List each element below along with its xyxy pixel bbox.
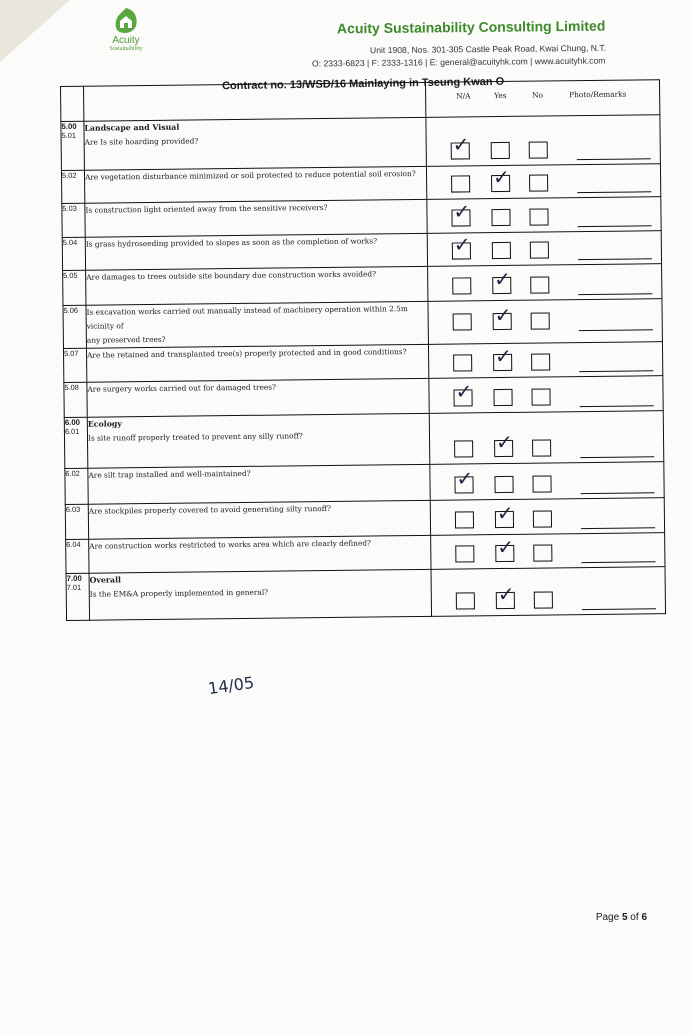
item-number: 6.04 bbox=[66, 539, 81, 549]
leaf-house-icon bbox=[111, 6, 141, 36]
item-number: 5.08 bbox=[64, 382, 79, 392]
checkbox-no[interactable] bbox=[530, 241, 549, 258]
check-mark-icon: ✓ bbox=[456, 466, 474, 491]
handwritten-date: 14/05 bbox=[206, 672, 256, 699]
question-text: Are the retained and transplanted tree(s) properly protected and in good conditions? bbox=[87, 347, 407, 360]
checklist-table bbox=[60, 79, 666, 621]
question-text: Is excavation works carried out manually instead of machinery operation within 2.5m vicinity of bbox=[86, 304, 408, 331]
remarks-line[interactable] bbox=[581, 527, 655, 529]
remarks-line[interactable] bbox=[581, 561, 655, 563]
check-mark-icon: ✓ bbox=[494, 302, 512, 328]
check-mark-icon: ✓ bbox=[492, 164, 510, 190]
question-text: Is the EM&A properly implemented in general? bbox=[89, 587, 269, 599]
checkbox-yes[interactable] bbox=[493, 389, 512, 406]
check-mark-icon: ✓ bbox=[496, 500, 514, 526]
remarks-line[interactable] bbox=[577, 191, 651, 193]
company-contact: O: 2333-6823 | F: 2333-1316 | E: general@acuityhk.com | www.acuityhk.com bbox=[311, 55, 606, 69]
question-text: Is grass hydroseeding provided to slopes as soon as the completion of works? bbox=[85, 236, 378, 249]
checkbox-no[interactable] bbox=[529, 174, 548, 191]
checkbox-na[interactable] bbox=[453, 313, 472, 330]
question-text: Are silt trap installed and well-maintained? bbox=[88, 468, 251, 480]
item-number: 5.04 bbox=[62, 237, 78, 247]
company-name: Acuity Sustainability Consulting Limited bbox=[336, 17, 606, 37]
remarks-line[interactable] bbox=[580, 405, 654, 407]
checklist-rows bbox=[61, 115, 666, 621]
section-number: 6.00 bbox=[64, 417, 81, 427]
item-number: 7.01 bbox=[66, 582, 82, 592]
item-number: 5.01 bbox=[61, 130, 77, 140]
checkbox-no[interactable] bbox=[532, 475, 551, 492]
checkbox-yes[interactable] bbox=[491, 209, 510, 226]
checklist-row bbox=[61, 115, 661, 171]
col-yes: Yes bbox=[494, 90, 507, 101]
check-mark-icon: ✓ bbox=[453, 232, 471, 257]
question-text: Are surgery works carried out for damaged trees? bbox=[87, 382, 277, 394]
item-number: 5.07 bbox=[63, 348, 79, 358]
folded-corner bbox=[0, 0, 70, 62]
section-number: 5.00 bbox=[61, 121, 77, 131]
question-text: Are vegetation disturbance minimized or soil protected to reduce potential soil erosion? bbox=[84, 168, 416, 182]
checkbox-na[interactable] bbox=[455, 545, 474, 562]
check-mark-icon: ✓ bbox=[494, 343, 512, 369]
remarks-line[interactable] bbox=[580, 456, 654, 458]
check-mark-icon: ✓ bbox=[495, 429, 513, 455]
checkbox-no[interactable] bbox=[531, 388, 550, 405]
check-mark-icon: ✓ bbox=[494, 266, 512, 292]
item-number: 5.03 bbox=[62, 203, 77, 213]
page-number: Page 5 of 6 bbox=[595, 912, 647, 923]
col-no: No bbox=[532, 90, 544, 100]
section-title: Ecology bbox=[87, 419, 122, 429]
section-number: 7.00 bbox=[66, 573, 82, 583]
section-title: Overall bbox=[89, 575, 122, 585]
company-logo bbox=[96, 6, 156, 66]
logo-name: Acuity bbox=[112, 35, 140, 46]
checklist-row bbox=[66, 567, 665, 621]
check-mark-icon: ✓ bbox=[455, 379, 473, 404]
item-number: 5.02 bbox=[61, 170, 77, 180]
checkbox-no[interactable] bbox=[533, 510, 552, 527]
remarks-line[interactable] bbox=[582, 608, 656, 610]
checkbox-na[interactable] bbox=[452, 277, 471, 294]
checkbox-yes[interactable] bbox=[491, 142, 510, 159]
contract-title: Contract no. 13/WSD/16 Mainlaying in Tseung Kwan O bbox=[221, 75, 505, 93]
item-number: 6.01 bbox=[64, 426, 80, 436]
checkbox-no[interactable] bbox=[533, 544, 552, 561]
remarks-line[interactable] bbox=[578, 293, 652, 295]
remarks-line[interactable] bbox=[577, 158, 651, 160]
logo-subtitle: Sustainability bbox=[109, 46, 143, 52]
item-number: 6.03 bbox=[65, 504, 81, 514]
question-text: Is site runoff properly treated to prevent any silly runoff? bbox=[87, 431, 303, 443]
col-na: N/A bbox=[456, 91, 471, 101]
check-mark-icon: ✓ bbox=[497, 581, 515, 607]
remarks-line[interactable] bbox=[581, 492, 655, 494]
question-text: Are stockpiles properly covered to avoid generating silty runoff? bbox=[88, 503, 331, 516]
question-text: Is construction light oriented away from the sensitive receivers? bbox=[85, 202, 328, 215]
remarks-line[interactable] bbox=[579, 370, 653, 372]
checkbox-no[interactable] bbox=[531, 312, 550, 329]
checkbox-na[interactable] bbox=[455, 511, 474, 528]
checklist-row bbox=[63, 299, 662, 349]
question-text-cont: any preserved trees? bbox=[86, 334, 166, 345]
checkbox-no[interactable] bbox=[529, 208, 548, 225]
checkbox-yes[interactable] bbox=[494, 476, 513, 493]
checklist-row bbox=[64, 411, 664, 469]
item-number: 6.02 bbox=[65, 468, 80, 478]
item-number: 5.05 bbox=[63, 270, 78, 280]
checkbox-no[interactable] bbox=[530, 276, 549, 293]
question-text: Are construction works restricted to works area which are clearly defined? bbox=[89, 538, 372, 551]
check-mark-icon: ✓ bbox=[452, 132, 470, 157]
checkbox-na[interactable] bbox=[451, 175, 470, 192]
checkbox-na[interactable] bbox=[454, 440, 473, 457]
checkbox-no[interactable] bbox=[532, 439, 551, 456]
checkbox-no[interactable] bbox=[534, 591, 553, 608]
checkbox-na[interactable] bbox=[453, 354, 472, 371]
item-number: 5.06 bbox=[63, 305, 78, 315]
checklist-form bbox=[60, 79, 662, 626]
question-text: Are Is site hoarding provided? bbox=[84, 136, 199, 147]
checkbox-na[interactable] bbox=[456, 592, 475, 609]
col-remarks: Photo/Remarks bbox=[569, 89, 627, 100]
check-mark-icon: ✓ bbox=[497, 534, 515, 560]
question-text: Are damages to trees outside site boundary due construction works avoided? bbox=[86, 269, 377, 282]
check-mark-icon: ✓ bbox=[453, 199, 471, 224]
checkbox-no[interactable] bbox=[531, 353, 550, 370]
section-title: Landscape and Visual bbox=[84, 122, 180, 133]
remarks-line[interactable] bbox=[578, 225, 652, 227]
checkbox-no[interactable] bbox=[529, 141, 548, 158]
remarks-line[interactable] bbox=[578, 258, 652, 260]
company-address: Unit 1908, Nos. 301-305 Castle Peak Road, Kwai Chung, N.T. bbox=[369, 42, 607, 56]
checkbox-yes[interactable] bbox=[492, 242, 511, 259]
remarks-line[interactable] bbox=[579, 329, 653, 331]
